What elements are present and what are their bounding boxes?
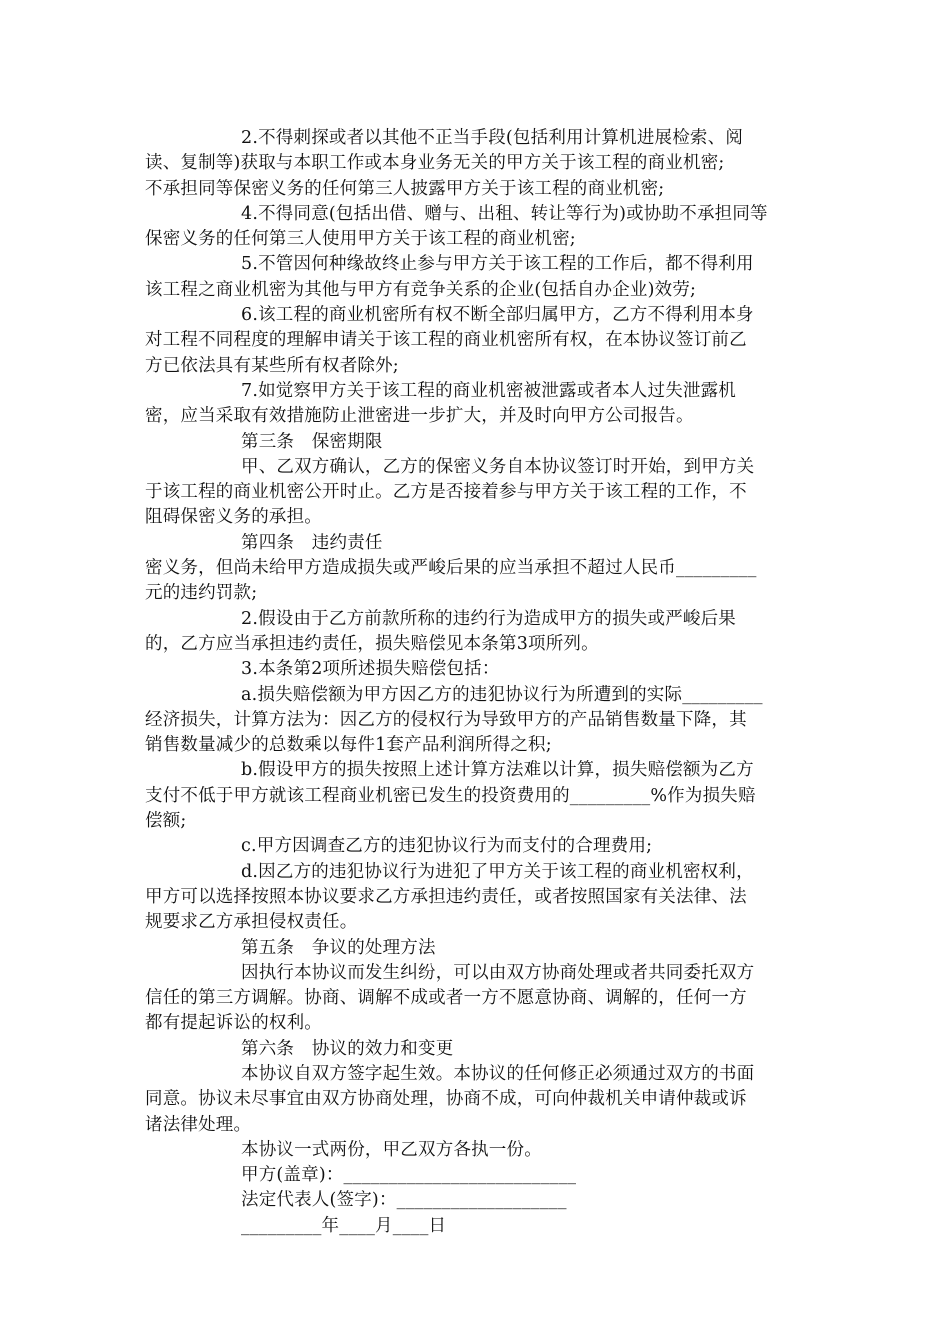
document-line: 不承担同等保密义务的任何第三人披露甲方关于该工程的商业机密; — [145, 178, 665, 199]
document-line: 2.不得刺探或者以其他不正当手段(包括利用计算机进展检索、阅 — [241, 128, 744, 148]
document-line: 读、复制等)获取与本职工作或本身业务无关的甲方关于该工程的商业机密; — [145, 153, 725, 174]
document-line: 同意。协议未尽事宜由双方协商处理，协商不成，可向仲裁机关申请仲裁或诉 — [145, 1089, 747, 1110]
document-line: 于该工程的商业机密公开时止。乙方是否接着参与甲方关于该工程的工作，不 — [145, 482, 747, 503]
document-line: 偿额; — [145, 811, 187, 832]
document-line: 因执行本协议而发生纠纷，可以由双方协商处理或者共同委托双方 — [241, 962, 755, 983]
document-line: 元的违约罚款; — [145, 583, 258, 604]
document-line: 阻碍保密义务的承担。 — [145, 507, 322, 528]
document-line: 的，乙方应当承担违约责任，损失赔偿见本条第3项所列。 — [145, 633, 599, 654]
document-line: 该工程之商业机密为其他与甲方有竞争关系的企业(包括自办企业)效劳; — [145, 279, 697, 300]
document-line: 甲方(盖章)：__________________________ — [241, 1165, 577, 1186]
document-line: 方已依法具有某些所有权者除外; — [145, 355, 399, 376]
document-line: b.假设甲方的损失按照上述计算方法难以计算，损失赔偿额为乙方 — [241, 760, 754, 781]
document-line: 2.假设由于乙方前款所称的违约行为造成甲方的损失或严峻后果 — [241, 608, 736, 629]
document-line: 甲方可以选择按照本协议要求乙方承担违约责任，或者按照国家有关法律、法 — [145, 886, 747, 907]
document-line: 本协议一式两份，甲乙双方各执一份。 — [241, 1139, 542, 1160]
document-line: 法定代表人(签字)：___________________ — [241, 1190, 567, 1211]
document-line: 销售数量减少的总数乘以每件1套产品利润所得之积; — [145, 735, 552, 756]
document-line: 规要求乙方承担侵权责任。 — [145, 912, 358, 933]
document-line: 3.本条第2项所述损失赔偿包括： — [241, 659, 500, 680]
document-line: 都有提起诉讼的权利。 — [145, 1013, 322, 1034]
document-line: 第五条 争议的处理方法 — [241, 937, 436, 958]
document-body — [145, 126, 810, 1239]
document-line: _________年____月____日 — [241, 1215, 447, 1236]
document-line: 第三条 保密期限 — [241, 431, 383, 452]
document-line: 5.不管因何种缘故终止参与甲方关于该工程的工作后，都不得利用 — [241, 254, 754, 275]
document-line: 第六条 协议的效力和变更 — [241, 1038, 454, 1059]
document-line: 7.如觉察甲方关于该工程的商业机密被泄露或者本人过失泄露机 — [241, 380, 736, 401]
document-line: 第四条 违约责任 — [241, 532, 383, 553]
document-line: a.损失赔偿额为甲方因乙方的违犯协议行为所遭到的实际_________ — [241, 684, 763, 705]
document-line: 4.不得同意(包括出借、赠与、出租、转让等行为)或协助不承担同等 — [241, 203, 768, 224]
document-line: 6.该工程的商业机密所有权不断全部归属甲方，乙方不得利用本身 — [241, 305, 754, 326]
document-line: 经济损失，计算方法为：因乙方的侵权行为导致甲方的产品销售数量下降，其 — [145, 709, 747, 730]
document-line: 对工程不同程度的理解申请关于该工程的商业机密所有权，在本协议签订前乙 — [145, 330, 747, 351]
document-line: 密义务，但尚未给甲方造成损失或严峻后果的应当承担不超过人民币_________ — [145, 558, 757, 579]
document-line: 密，应当采取有效措施防止泄密进一步扩大，并及时向甲方公司报告。 — [145, 406, 694, 427]
document-line: 本协议自双方签字起生效。本协议的任何修正必须通过双方的书面 — [241, 1063, 755, 1084]
document-line: 支付不低于甲方就该工程商业机密已发生的投资费用的_________%作为损失赔 — [145, 785, 756, 806]
document-line: 信任的第三方调解。协商、调解不成或者一方不愿意协商、调解的，任何一方 — [145, 988, 747, 1009]
document-line: 诸法律处理。 — [145, 1114, 252, 1135]
document-line: c.甲方因调查乙方的违犯协议行为而支付的合理费用; — [241, 836, 653, 857]
document-line: 甲、乙双方确认，乙方的保密义务自本协议签订时开始，到甲方关 — [241, 456, 755, 477]
document-line: d.因乙方的违犯协议行为进犯了甲方关于该工程的商业机密权利， — [241, 861, 754, 882]
document-line: 保密义务的任何第三人使用甲方关于该工程的商业机密; — [145, 229, 576, 250]
